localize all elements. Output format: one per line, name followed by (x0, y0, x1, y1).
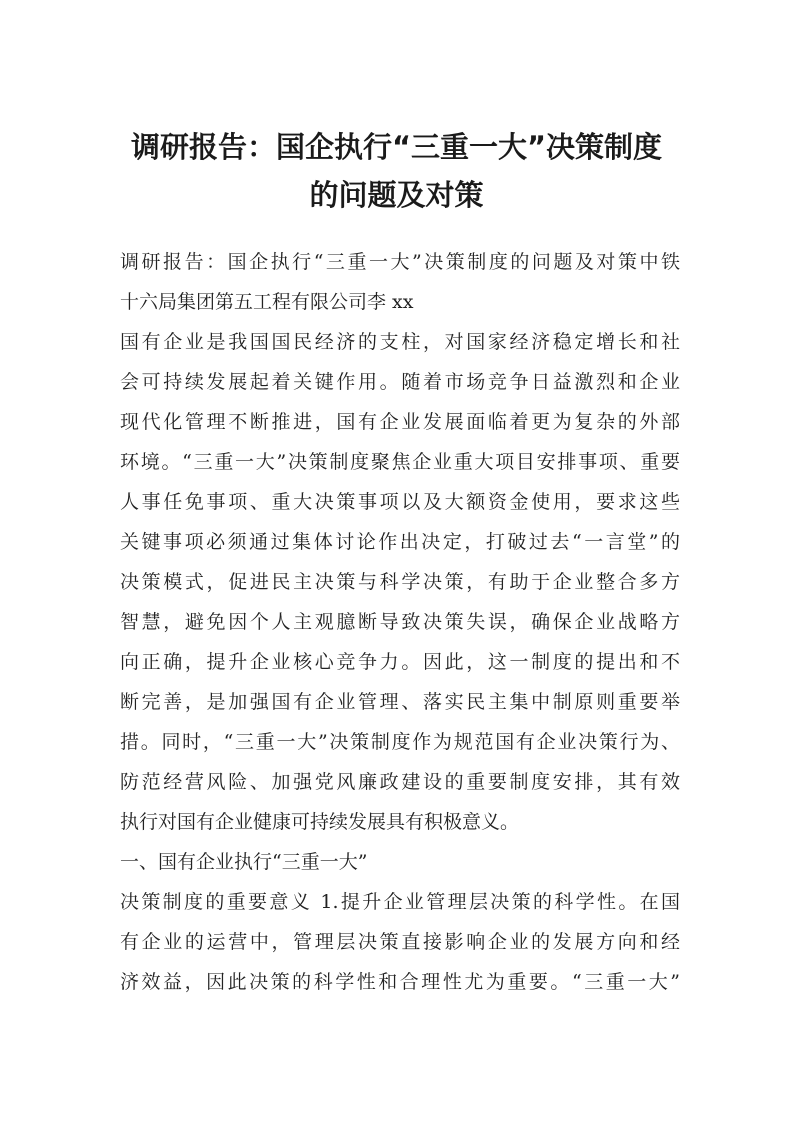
paragraph-line: 断完善，是加强国有企业管理、落实民主集中制原则重要举 (120, 691, 680, 713)
document-title-line-2: 的问题及对策 (309, 178, 484, 212)
paragraph-line: 调研报告：国企执行“三重一大”决策制度的问题及对策中铁 (120, 251, 680, 273)
paragraph-line: 十六局集团第五工程有限公司李 xx (120, 291, 414, 313)
paragraph-line: 决策模式，促进民主决策与科学决策，有助于企业整合多方 (120, 571, 680, 593)
paragraph-line: 向正确，提升企业核心竞争力。因此，这一制度的提出和不 (120, 651, 680, 673)
document-title-line-1: 调研报告：国企执行“三重一大”决策制度 (130, 130, 663, 164)
paragraph-line: 国有企业是我国国民经济的支柱，对国家经济稳定增长和社 (120, 331, 680, 353)
paragraph-line: 防范经营风险、加强党风廉政建设的重要制度安排，其有效 (120, 771, 680, 793)
paragraph-line: 有企业的运营中，管理层决策直接影响企业的发展方向和经 (120, 931, 680, 953)
paragraph-line: 智慧，避免因个人主观臆断导致决策失误，确保企业战略方 (120, 611, 680, 633)
paragraph-line: 关键事项必须通过集体讨论作出决定，打破过去“一言堂”的 (120, 531, 680, 553)
paragraph-line: 现代化管理不断推进，国有企业发展面临着更为复杂的外部 (120, 411, 680, 433)
paragraph-line: 环境。“三重一大”决策制度聚焦企业重大项目安排事项、重要 (120, 451, 680, 473)
paragraph-line: 决策制度的重要意义 1.提升企业管理层决策的科学性。在国 (120, 891, 680, 913)
paragraph-line: 济效益，因此决策的科学性和合理性尤为重要。“三重一大” (120, 971, 680, 993)
paragraph-line: 会可持续发展起着关键作用。随着市场竞争日益激烈和企业 (120, 371, 680, 393)
paragraph-line: 执行对国有企业健康可持续发展具有积极意义。 (120, 811, 520, 833)
paragraph-line: 措。同时，“三重一大”决策制度作为规范国有企业决策行为、 (120, 731, 680, 753)
section-heading: 一、国有企业执行“三重一大” (120, 851, 368, 873)
paragraph-line: 人事任免事项、重大决策事项以及大额资金使用，要求这些 (120, 491, 680, 513)
